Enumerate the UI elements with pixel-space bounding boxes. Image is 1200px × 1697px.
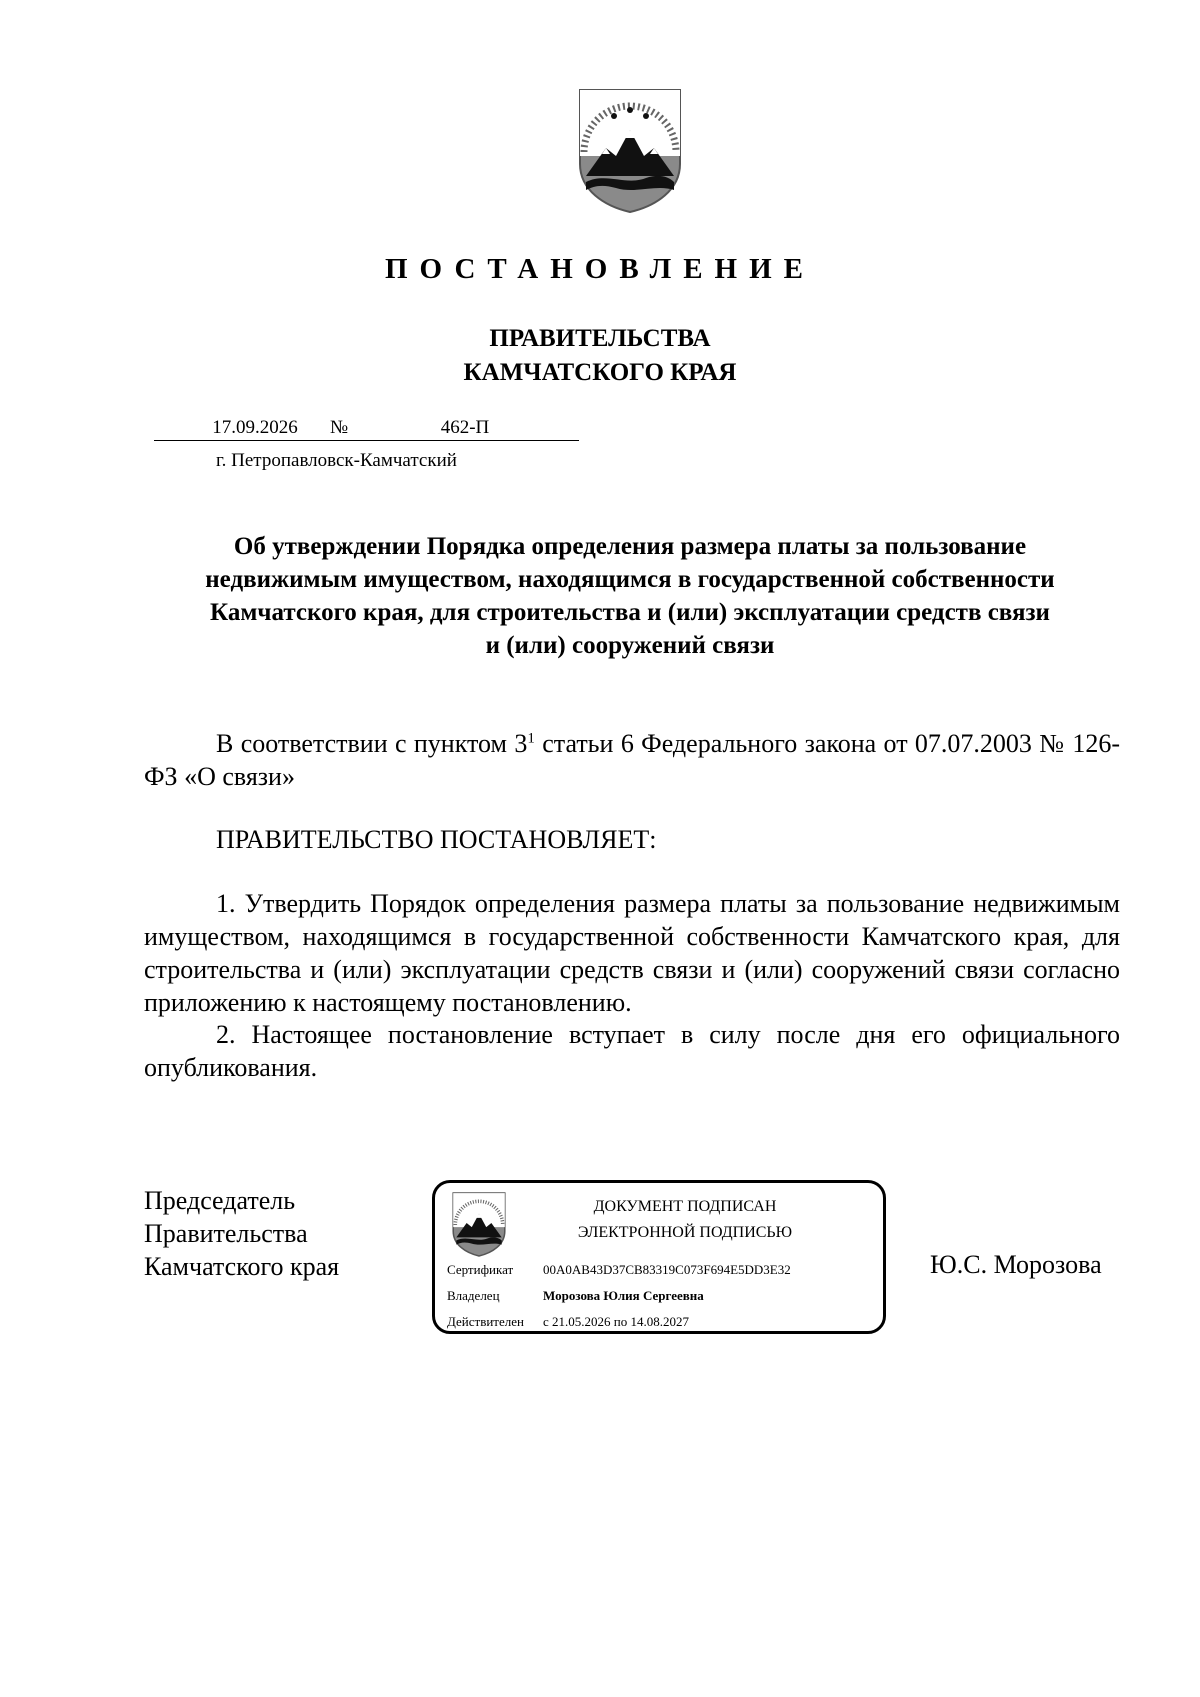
electronic-signature-stamp — [432, 1180, 886, 1334]
title-line: и (или) сооружений связи — [485, 632, 775, 659]
signer-name: Ю.С. Морозова — [930, 1250, 1102, 1279]
stamp-validity-row — [447, 1314, 689, 1330]
kamchatka-emblem-icon — [576, 86, 684, 214]
document-type-heading: ПОСТАНОВЛЕНИЕ — [384, 253, 815, 285]
preamble-text-start: В соответствии с пунктом 3 — [216, 729, 528, 758]
stamp-heading-line-2: ЭЛЕКТРОННОЙ ПОДПИСЬЮ — [577, 1224, 793, 1241]
registration-underline — [154, 440, 579, 441]
signer-position-line: Камчатского края — [144, 1252, 340, 1281]
issuer-line-2: КАМЧАТСКОГО КРАЯ — [463, 359, 737, 386]
decree-statement: ПРАВИТЕЛЬСТВО ПОСТАНОВЛЯЕТ: — [216, 825, 657, 854]
issuer-heading — [0, 322, 1200, 390]
preamble-paragraph — [144, 727, 1120, 793]
document-date: 17.09.2026 — [212, 417, 298, 438]
number-sign: № — [330, 417, 349, 438]
title-line: недвижимым имуществом, находящимся в государственной собственности — [205, 566, 1055, 593]
owner-value: Морозова Юлия Сергеевна — [543, 1288, 704, 1303]
validity-label: Действителен — [447, 1314, 524, 1329]
preamble-superscript: 1 — [527, 730, 535, 747]
stamp-heading-line-1: ДОКУМЕНТ ПОДПИСАН — [593, 1198, 777, 1215]
item-1-paragraph: 1. Утвердить Порядок определения размера платы за пользование недвижимым имуществом, находящимся в государственной собственности Камчатского края, для строительства и (или) эксплуатации средств связи и (или) сооружений связи согласно приложению к настоящему постановлению. — [144, 889, 1120, 1017]
title-line: Об утверждении Порядка определения размера платы за пользование — [233, 533, 1027, 560]
owner-label: Владелец — [447, 1288, 500, 1303]
stamp-certificate-row — [447, 1262, 791, 1278]
signer-position-line: Правительства — [144, 1219, 308, 1248]
preamble-text-end: статьи 6 Федерального закона от 07.07.2003 № 126-ФЗ «О связи» — [144, 729, 1120, 791]
title-line: Камчатского края, для строительства и (или) эксплуатации средств связи — [210, 599, 1050, 626]
certificate-value: 00A0AB43D37CB83319C073F694E5DD3E32 — [543, 1262, 791, 1277]
validity-value: с 21.05.2026 по 14.08.2027 — [543, 1314, 689, 1329]
stamp-owner-row — [447, 1288, 704, 1304]
item-2-paragraph: 2. Настоящее постановление вступает в силу после дня его официального опубликования. — [144, 1020, 1120, 1082]
issuer-line-1: ПРАВИТЕЛЬСТВА — [489, 325, 711, 352]
issue-city: г. Петропавловск-Камчатский — [216, 450, 457, 471]
signer-position — [144, 1184, 339, 1283]
signer-position-line: Председатель — [144, 1186, 296, 1215]
document-title — [140, 530, 1120, 662]
document-number: 462-П — [440, 417, 490, 438]
certificate-label: Сертификат — [447, 1262, 514, 1277]
